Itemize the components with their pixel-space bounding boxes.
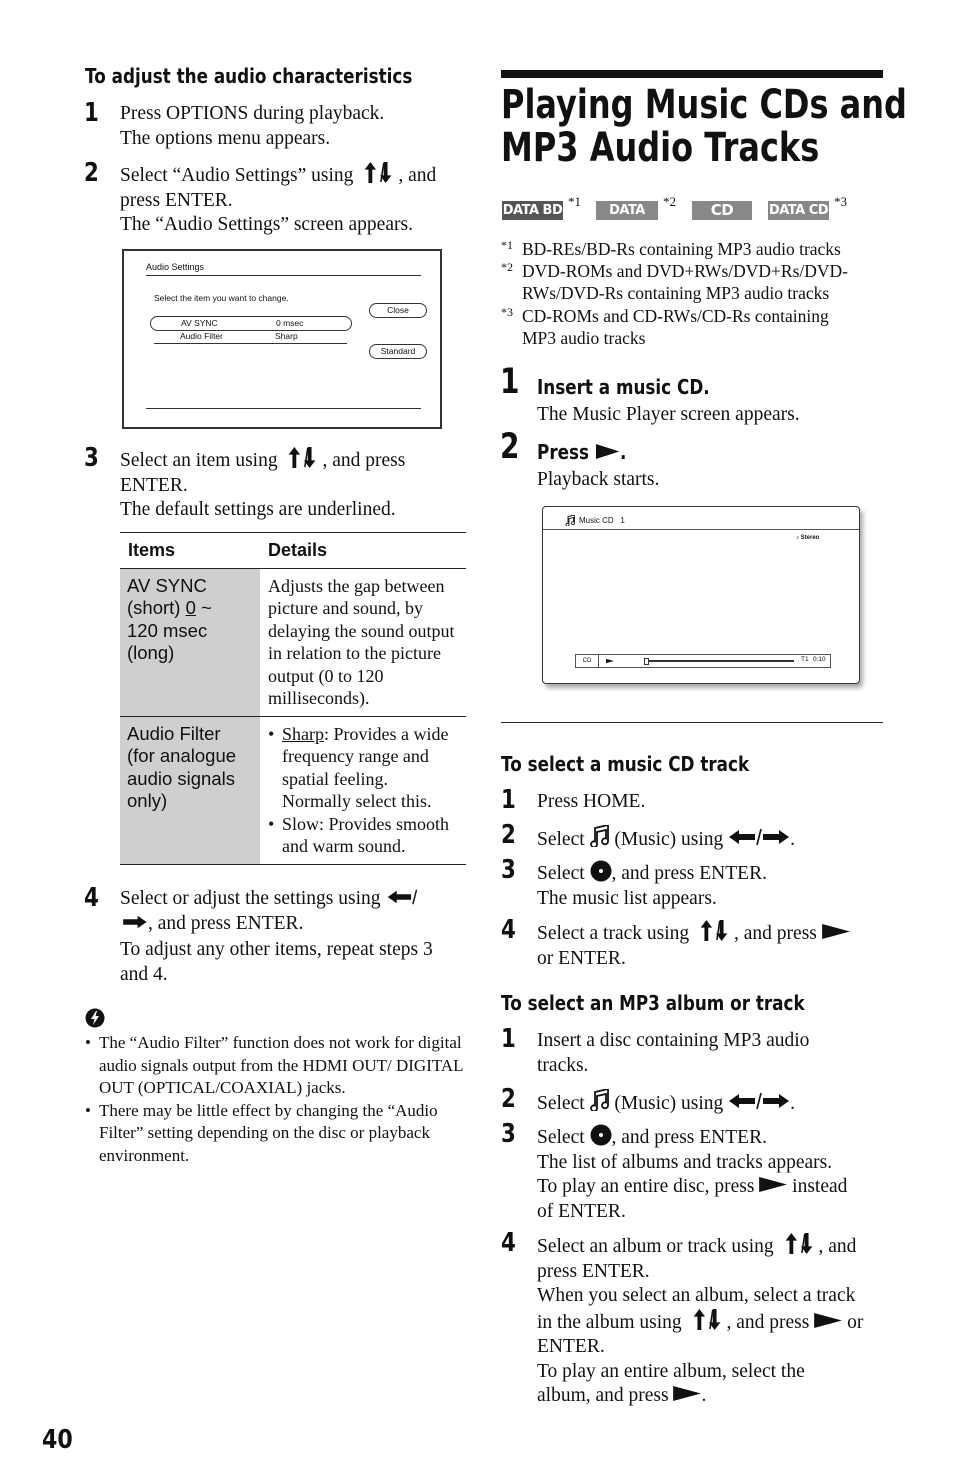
badge-sup: *2 xyxy=(663,194,676,209)
step-text: Select or adjust the settings using , and press ENTER. To adjust any other items, repeat steps 3 and 4. xyxy=(120,888,433,985)
audio-filter-row[interactable]: Audio Filter Sharp xyxy=(154,331,347,344)
footnote: *1 BD-REs/BD-Rs containing MP3 audio tracks xyxy=(501,238,841,259)
step-number: 2 xyxy=(84,158,99,188)
details-av-sync: Adjusts the gap between picture and sound, by delaying the sound output in relation to the picture output (0 to 120 milliseconds). xyxy=(268,575,455,708)
screen-prompt: Select the item you want to change. xyxy=(154,293,289,303)
step-number: 4 xyxy=(84,883,99,913)
details-audio-filter: • Sharp: Provides a wide frequency range and spatial feeling. Normally select this. • Slow: Provides smooth and warm sound. xyxy=(260,717,466,864)
music-player-screen xyxy=(542,506,860,684)
step-text: Select “Audio Settings” using , and press ENTER. The “Audio Settings” screen appears. xyxy=(120,162,436,238)
step-number: 4 xyxy=(501,915,516,945)
play-icon xyxy=(606,658,614,664)
note-item: • The “Audio Filter” function does not work for digital audio signals output from the HDMI OUT/ DIGITAL OUT (OPTICAL/COAXIAL) jacks. xyxy=(85,1032,470,1100)
step-number: 3 xyxy=(84,443,99,473)
screen-title: Audio Settings xyxy=(146,262,205,272)
header-details: Details xyxy=(260,533,466,568)
step-number: 3 xyxy=(501,855,516,885)
play-icon xyxy=(759,1177,787,1192)
step-text: Select a track using , and press or ENTER. xyxy=(537,920,850,971)
badge-cd: CD xyxy=(692,201,752,220)
page-title: Playing Music CDs and MP3 Audio Tracks xyxy=(501,82,907,171)
section-heading-audio: To adjust the audio characteristics xyxy=(85,64,413,88)
step-heading: Insert a music CD. xyxy=(537,375,710,399)
standard-button[interactable]: Standard xyxy=(369,344,427,359)
step-number: 3 xyxy=(501,1119,516,1149)
left-right-arrows-icon xyxy=(728,827,790,847)
footnote: *3 CD-ROMs and CD-RWs/CD-Rs containing MP3 audio tracks xyxy=(501,305,829,348)
badge-data-bd: DATA BD xyxy=(502,203,563,218)
close-button[interactable]: Close xyxy=(369,303,427,318)
music-note-icon xyxy=(565,515,576,526)
play-icon xyxy=(822,924,850,939)
music-icon xyxy=(590,1089,610,1111)
play-icon xyxy=(673,1386,701,1401)
music-icon xyxy=(590,825,610,847)
step-number: 1 xyxy=(500,362,520,402)
step-text: Select , and press ENTER. The music list appears. xyxy=(537,860,767,911)
up-down-arrows-icon xyxy=(779,1233,819,1254)
item-av-sync: AV SYNC (short) 0 ~ 120 msec (long) xyxy=(120,569,260,716)
step-number: 1 xyxy=(501,1024,516,1054)
table-row xyxy=(120,569,466,717)
step-text: Select (Music) using . xyxy=(537,825,795,853)
player-title: Music CD 1 xyxy=(579,516,625,525)
stereo-indicator: ♪ Stereo xyxy=(796,535,820,541)
badge-sup: *3 xyxy=(834,194,847,209)
step-heading: Press . xyxy=(537,440,627,464)
table-row xyxy=(120,717,466,865)
av-sync-row[interactable]: AV SYNC 0 msec xyxy=(150,316,352,331)
step-number: 2 xyxy=(501,820,516,850)
notes-list xyxy=(85,1032,470,1167)
progress-bar: CD T1 0:10 xyxy=(575,654,831,668)
step-text: Select , and press ENTER. The list of albums and tracks appears. To play an entire disc, press instead of ENTER. xyxy=(537,1124,847,1224)
up-down-arrows-icon xyxy=(282,447,322,468)
section-heading-cd-track: To select a music CD track xyxy=(501,752,750,776)
section-heading-mp3: To select an MP3 album or track xyxy=(501,991,805,1015)
step-number: 1 xyxy=(84,98,99,128)
item-audio-filter: Audio Filter (for analogue audio signals only) xyxy=(120,717,260,864)
disc-icon xyxy=(590,1124,612,1146)
up-down-arrows-icon xyxy=(694,920,734,941)
step-number: 4 xyxy=(501,1228,516,1258)
step-text: Insert a disc containing MP3 audio tracks. xyxy=(537,1030,810,1076)
step-text: Press HOME. xyxy=(537,791,646,812)
footnote: *2 DVD-ROMs and DVD+RWs/DVD+Rs/DVD- RWs/DVD-Rs containing MP3 audio tracks xyxy=(501,260,848,303)
disc-icon xyxy=(590,860,612,882)
play-icon xyxy=(814,1313,842,1328)
up-down-arrows-icon xyxy=(358,162,398,183)
note-item: • There may be little effect by changing the “Audio Filter” setting depending on the disc or playback environment. xyxy=(85,1100,470,1168)
badge-data-cd: DATA CD xyxy=(768,203,829,218)
title-rule xyxy=(501,70,883,78)
right-arrow-icon xyxy=(120,913,148,931)
step-text: Select an item using , and press ENTER. The default settings are underlined. xyxy=(120,447,405,523)
step-number: 2 xyxy=(500,427,520,467)
audio-settings-screen xyxy=(122,249,442,429)
step-text: The Music Player screen appears. xyxy=(537,404,800,425)
left-arrow-icon xyxy=(385,888,421,906)
step-text: Press OPTIONS during playback. The options menu appears. xyxy=(120,103,385,149)
up-down-arrows-icon xyxy=(687,1309,727,1330)
step-number: 2 xyxy=(501,1084,516,1114)
step-text: Select (Music) using . xyxy=(537,1089,795,1117)
badge-sup: *1 xyxy=(568,194,581,209)
step-text: Playback starts. xyxy=(537,469,660,490)
hint-icon xyxy=(85,1008,105,1028)
step-text: Select an album or track using , and press ENTER. When you select an album, select a track in the album using , and press or ENTER. To play an entire album, select the album, and press . xyxy=(537,1233,863,1409)
settings-table xyxy=(120,532,466,865)
table-header-row xyxy=(120,533,466,569)
page-number: 40 xyxy=(42,1425,73,1455)
step-number: 1 xyxy=(501,785,516,815)
left-right-arrows-icon xyxy=(728,1091,790,1111)
header-items: Items xyxy=(120,533,260,568)
badge-data-dvd: DATA DVD xyxy=(596,201,658,220)
section-divider xyxy=(501,722,883,723)
play-icon xyxy=(595,444,620,459)
